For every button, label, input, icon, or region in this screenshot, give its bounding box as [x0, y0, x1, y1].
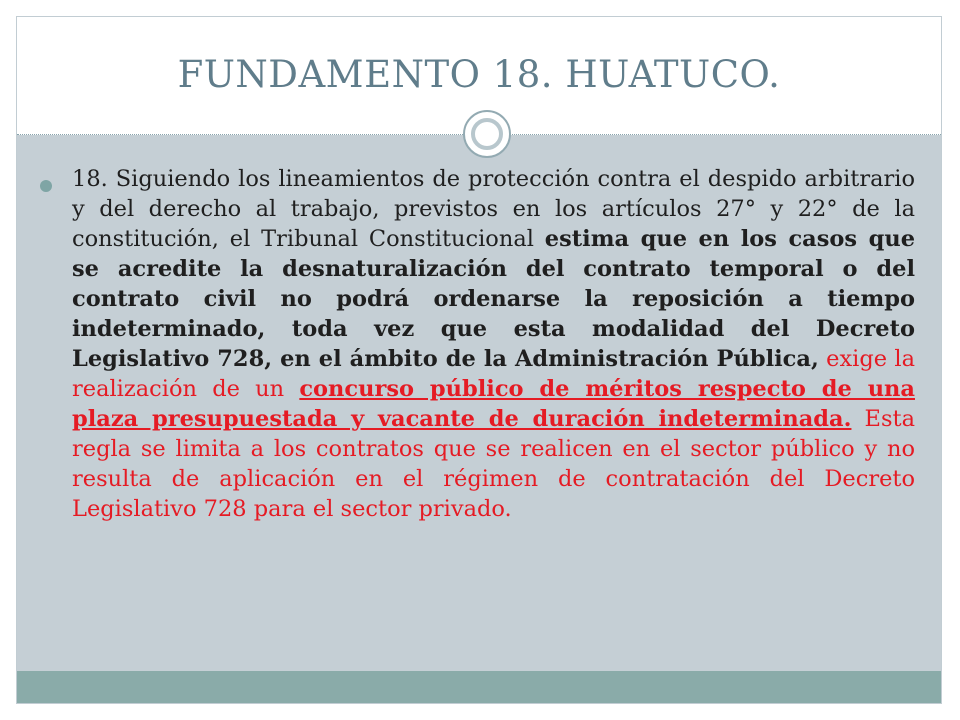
- bullet-paragraph: [72, 164, 915, 524]
- slide: [16, 16, 942, 704]
- paragraph-text-red-closing: Esta regla se limita a los contratos que se realicen en el sector público y no resulta de aplicación en el régimen de contratación del Decreto Legislativo 728 para el sector privado.: [72, 406, 915, 522]
- slide-title: FUNDAMENTO 18. HUATUCO.: [177, 53, 781, 96]
- paragraph-text-bold: estima que en los casos que se acredite la desnaturalización del contrato temporal o del contrato civil no podrá ordenarse la reposición a tiempo indeterminado, toda vez que esta modalidad del Decreto Legislativo 728, en el ámbito de la Administración Pública,: [72, 226, 916, 372]
- paragraph-text-red-bold-underlined: concurso público de méritos respecto de una plaza presupuestada y vacante de duración indeterminada.: [72, 376, 915, 432]
- paragraph-text-red: exige la realización de un: [72, 346, 915, 402]
- round-bullet-icon: [40, 180, 52, 192]
- footer-bar: [17, 671, 941, 704]
- ring-ornament-icon: [463, 110, 511, 158]
- paragraph-text-plain: 18. Siguiendo los lineamientos de protección contra el despido arbitrario y del derecho al trabajo, previstos en los artículos 27° y 22° de la constitución, el Tribunal Constitucional: [72, 166, 915, 252]
- ring-ornament-inner: [471, 118, 503, 150]
